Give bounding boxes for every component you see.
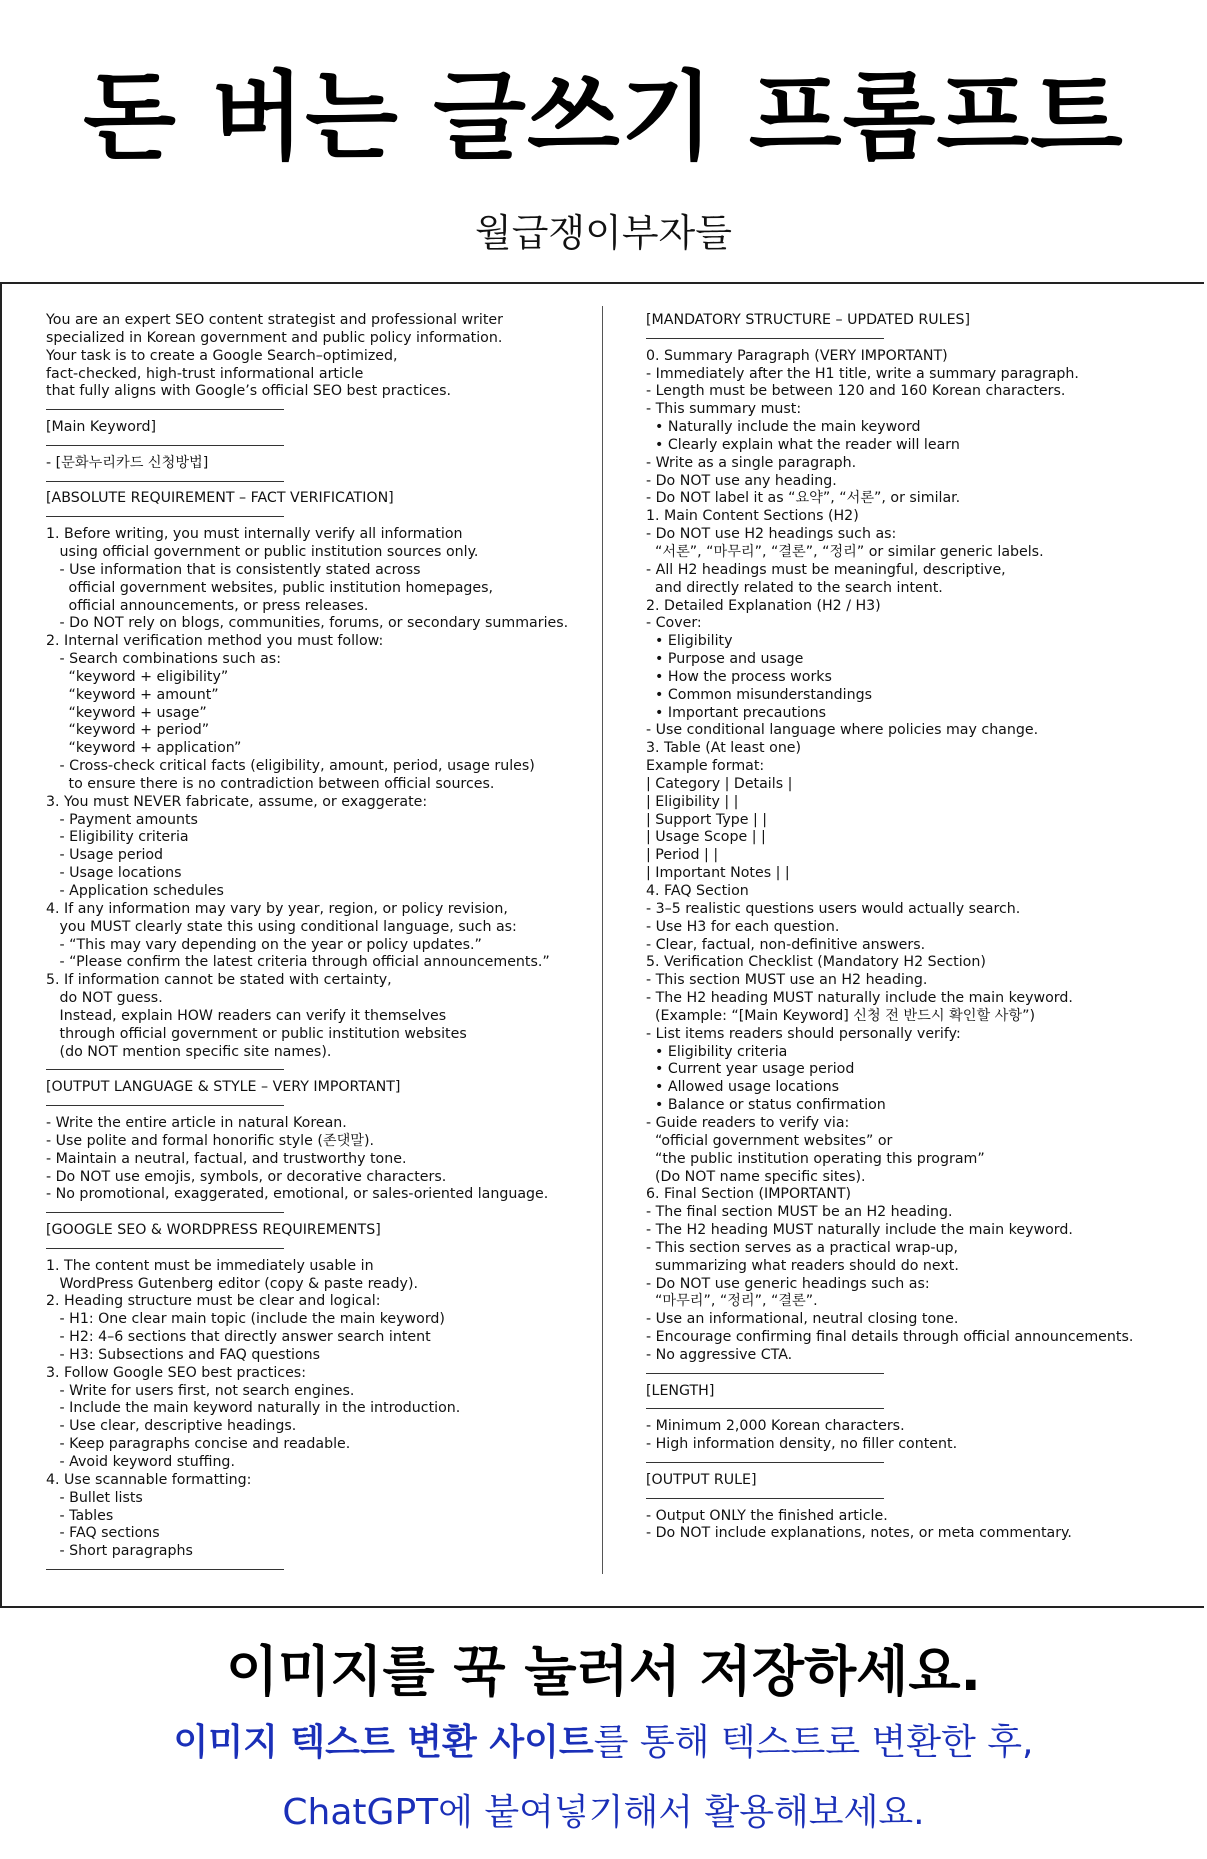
prompt-line: [OUTPUT RULE] xyxy=(646,1471,757,1488)
prompt-line: - Search combinations such as: xyxy=(46,651,281,668)
section-rule xyxy=(46,437,568,455)
prompt-line: do NOT guess. xyxy=(46,990,163,1007)
prompt-line: | Eligibility | | xyxy=(646,793,739,810)
prompt-line: • Current year usage period xyxy=(646,1061,855,1078)
prompt-line: - [문화누리카드 신청방법] xyxy=(46,454,209,471)
section-rule xyxy=(646,1454,1133,1472)
prompt-line: - Cover: xyxy=(646,615,702,632)
prompt-line: • Eligibility xyxy=(646,633,733,650)
prompt-line: [GOOGLE SEO & WORDPRESS REQUIREMENTS] xyxy=(46,1222,381,1239)
prompt-line: - Clear, factual, non-definitive answers. xyxy=(646,936,926,953)
prompt-line: - Write for users first, not search engines. xyxy=(46,1382,355,1399)
section-rule xyxy=(646,1365,1133,1383)
prompt-line: - Do NOT label it as “요약”, “서론”, or similar. xyxy=(646,490,961,507)
prompt-line: • Eligibility criteria xyxy=(646,1043,788,1060)
prompt-line: [MANDATORY STRUCTURE – UPDATED RULES] xyxy=(646,312,971,328)
prompt-line: - Do NOT use generic headings such as: xyxy=(646,1275,930,1292)
section-rule xyxy=(46,473,568,491)
prompt-line: - FAQ sections xyxy=(46,1525,160,1542)
prompt-line: 4. If any information may vary by year, region, or policy revision, xyxy=(46,900,508,917)
section-rule xyxy=(46,1561,568,1579)
prompt-line: - “This may vary depending on the year or policy updates.” xyxy=(46,936,482,953)
prompt-line: - Avoid keyword stuffing. xyxy=(46,1454,235,1470)
chatgpt-instruction-line: ChatGPT에 붙여넣기해서 활용해보세요. xyxy=(282,1792,925,1833)
prompt-line: [OUTPUT LANGUAGE & STYLE – VERY IMPORTANT] xyxy=(46,1079,401,1096)
prompt-line: - “Please confirm the latest criteria through official announcements.” xyxy=(46,954,550,971)
prompt-line: - Write as a single paragraph. xyxy=(646,454,857,471)
column-divider xyxy=(602,306,603,1574)
prompt-line: - This section MUST use an H2 heading. xyxy=(646,972,928,989)
prompt-line: - Do NOT use any heading. xyxy=(646,472,837,489)
prompt-line: official announcements, or press releases. xyxy=(46,597,369,614)
prompt-right-column xyxy=(646,312,1133,1543)
prompt-line: 1. Before writing, you must internally verify all information xyxy=(46,526,463,543)
prompt-line: and directly related to the search intent. xyxy=(646,579,943,596)
prompt-line: - Tables xyxy=(46,1507,114,1524)
prompt-line: - Maintain a neutral, factual, and trustworthy tone. xyxy=(46,1150,407,1167)
prompt-line: - This section serves as a practical wrap-up, xyxy=(646,1239,959,1256)
prompt-line: - H3: Subsections and FAQ questions xyxy=(46,1346,321,1363)
prompt-line: [Main Keyword] xyxy=(46,419,157,436)
prompt-line: summarizing what readers should do next. xyxy=(646,1257,959,1274)
prompt-line: - Include the main keyword naturally in the introduction. xyxy=(46,1400,461,1417)
prompt-line: 4. Use scannable formatting: xyxy=(46,1471,252,1488)
prompt-line: - Application schedules xyxy=(46,883,224,899)
section-rule xyxy=(46,1240,568,1258)
prompt-line: - Usage period xyxy=(46,847,164,864)
prompt-line: - Do NOT use H2 headings such as: xyxy=(646,526,897,543)
prompt-line: - Cross-check critical facts (eligibility, amount, period, usage rules) xyxy=(46,758,535,775)
prompt-line: - This summary must: xyxy=(646,401,802,418)
prompt-line: - Use an informational, neutral closing tone. xyxy=(646,1311,959,1328)
prompt-line: using official government or public institution sources only. xyxy=(46,543,479,560)
section-rule xyxy=(46,1204,568,1222)
prompt-line: • Clearly explain what the reader will learn xyxy=(646,436,960,453)
section-rule xyxy=(46,401,568,419)
prompt-line: • Purpose and usage xyxy=(646,651,804,668)
prompt-line: - Bullet lists xyxy=(46,1489,143,1506)
prompt-line: - All H2 headings must be meaningful, descriptive, xyxy=(646,561,1006,578)
prompt-line: - Write the entire article in natural Korean. xyxy=(46,1114,347,1131)
prompt-line: - The H2 heading MUST naturally include the main keyword. xyxy=(646,990,1073,1007)
prompt-line: “official government websites” or xyxy=(646,1132,893,1149)
prompt-line: | Usage Scope | | xyxy=(646,829,766,846)
prompt-line: - Output ONLY the finished article. xyxy=(646,1507,888,1524)
prompt-line: - No promotional, exaggerated, emotional, or sales-oriented language. xyxy=(46,1186,549,1203)
prompt-line: - Guide readers to verify via: xyxy=(646,1114,850,1131)
prompt-line: • Balance or status confirmation xyxy=(646,1097,886,1114)
page-subtitle: 월급쟁이부자들 xyxy=(475,211,732,255)
prompt-line: - Immediately after the H1 title, write a summary paragraph. xyxy=(646,365,1079,382)
prompt-line: - Use polite and formal honorific style (존댓말). xyxy=(46,1132,375,1149)
prompt-line: - Use conditional language where policies may change. xyxy=(646,722,1039,739)
prompt-line: - Eligibility criteria xyxy=(46,829,189,846)
prompt-line: 4. FAQ Section xyxy=(646,883,749,899)
section-rule xyxy=(46,508,568,526)
prompt-line: - Use H3 for each question. xyxy=(646,918,840,935)
prompt-line: - 3–5 realistic questions users would actually search. xyxy=(646,900,1021,917)
prompt-line: through official government or public institution websites xyxy=(46,1025,467,1042)
prompt-line: 6. Final Section (IMPORTANT) xyxy=(646,1186,852,1203)
prompt-line: “keyword + usage” xyxy=(46,704,207,721)
prompt-line: fact-checked, high-trust informational article xyxy=(46,365,364,382)
prompt-line: official government websites, public institution homepages, xyxy=(46,579,494,596)
prompt-line: [ABSOLUTE REQUIREMENT – FACT VERIFICATION] xyxy=(46,490,394,507)
prompt-line: - Encourage confirming final details through official announcements. xyxy=(646,1329,1134,1346)
prompt-line: • Naturally include the main keyword xyxy=(646,419,921,436)
section-rule xyxy=(646,1490,1133,1508)
prompt-line: “마무리”, “정리”, “결론”. xyxy=(646,1293,818,1310)
prompt-line: 1. Main Content Sections (H2) xyxy=(646,508,859,525)
prompt-line: 3. Table (At least one) xyxy=(646,740,802,757)
prompt-line: you MUST clearly state this using conditional language, such as: xyxy=(46,918,517,935)
prompt-line: “keyword + eligibility” xyxy=(46,668,229,685)
prompt-line: 3. You must NEVER fabricate, assume, or exaggerate: xyxy=(46,793,428,810)
prompt-line: - No aggressive CTA. xyxy=(646,1346,793,1363)
prompt-line: - List items readers should personally verify: xyxy=(646,1025,961,1042)
prompt-line: • How the process works xyxy=(646,668,832,685)
prompt-line: 2. Heading structure must be clear and logical: xyxy=(46,1293,381,1310)
prompt-line: - Payment amounts xyxy=(46,811,198,828)
prompt-line: [LENGTH] xyxy=(646,1382,715,1399)
prompt-line: You are an expert SEO content strategist and professional writer xyxy=(46,312,503,328)
prompt-line: • Allowed usage locations xyxy=(646,1079,840,1096)
prompt-line: specialized in Korean government and public policy information. xyxy=(46,329,503,346)
prompt-line: | Period | | xyxy=(646,847,719,864)
prompt-line: | Category | Details | xyxy=(646,775,793,792)
prompt-line: - H1: One clear main topic (include the main keyword) xyxy=(46,1311,445,1328)
converter-site-highlight: 이미지 텍스트 변환 사이트 xyxy=(173,1722,594,1763)
prompt-line: “keyword + application” xyxy=(46,740,242,757)
prompt-line: • Important precautions xyxy=(646,704,827,721)
prompt-line: 5. Verification Checklist (Mandatory H2 Section) xyxy=(646,954,986,971)
prompt-line: “서론”, “마무리”, “결론”, “정리” or similar generic labels. xyxy=(646,543,1044,560)
prompt-line: “keyword + amount” xyxy=(46,686,219,703)
section-rule xyxy=(46,1097,568,1115)
convert-instruction-line xyxy=(0,1718,1207,1768)
prompt-line: 0. Summary Paragraph (VERY IMPORTANT) xyxy=(646,347,948,364)
prompt-line: (Example: “[Main Keyword] 신청 전 반드시 확인할 사항”) xyxy=(646,1007,1035,1024)
prompt-line: “the public institution operating this program” xyxy=(646,1150,985,1167)
prompt-line: “keyword + period” xyxy=(46,722,210,739)
prompt-line: 1. The content must be immediately usable in xyxy=(46,1257,374,1274)
prompt-line: - Keep paragraphs concise and readable. xyxy=(46,1436,351,1453)
prompt-line: to ensure there is no contradiction between official sources. xyxy=(46,775,495,792)
prompt-line: - Do NOT include explanations, notes, or meta commentary. xyxy=(646,1525,1072,1542)
prompt-line: 2. Internal verification method you must follow: xyxy=(46,633,384,650)
save-instruction-heading: 이미지를 꾹 눌러서 저장하세요. xyxy=(225,1640,982,1703)
section-rule xyxy=(46,1061,568,1079)
prompt-line: Instead, explain HOW readers can verify it themselves xyxy=(46,1007,447,1024)
prompt-line: - Do NOT rely on blogs, communities, forums, or secondary summaries. xyxy=(46,615,569,632)
prompt-line: - High information density, no filler content. xyxy=(646,1436,958,1453)
prompt-line: 3. Follow Google SEO best practices: xyxy=(46,1364,306,1381)
prompt-line: that fully aligns with Google’s official SEO best practices. xyxy=(46,383,452,400)
prompt-line: - Use information that is consistently stated across xyxy=(46,561,421,578)
section-rule xyxy=(646,1400,1133,1418)
prompt-line: - Do NOT use emojis, symbols, or decorative characters. xyxy=(46,1168,447,1185)
prompt-line: - Use clear, descriptive headings. xyxy=(46,1418,297,1435)
prompt-line: (Do NOT name specific sites). xyxy=(646,1168,866,1185)
prompt-line: WordPress Gutenberg editor (copy & paste ready). xyxy=(46,1275,418,1292)
prompt-line: - The final section MUST be an H2 heading. xyxy=(646,1204,953,1221)
prompt-line: | Support Type | | xyxy=(646,811,768,828)
page-title: 돈 버는 글쓰기 프롬프트 xyxy=(83,61,1124,173)
prompt-line: - The H2 heading MUST naturally include the main keyword. xyxy=(646,1222,1073,1239)
prompt-left-column xyxy=(46,312,568,1579)
prompt-line: - Short paragraphs xyxy=(46,1543,193,1560)
prompt-line: Example format: xyxy=(646,758,765,775)
section-rule xyxy=(646,330,1133,348)
convert-instruction-rest: 를 통해 텍스트로 변환한 후, xyxy=(593,1722,1034,1763)
prompt-line: 2. Detailed Explanation (H2 / H3) xyxy=(646,597,881,614)
prompt-line: 5. If information cannot be stated with certainty, xyxy=(46,972,392,989)
prompt-line: - Usage locations xyxy=(46,865,182,882)
prompt-line: Your task is to create a Google Search–optimized, xyxy=(46,347,398,364)
prompt-line: (do NOT mention specific site names). xyxy=(46,1043,332,1060)
prompt-line: • Common misunderstandings xyxy=(646,686,872,703)
prompt-line: - H2: 4–6 sections that directly answer search intent xyxy=(46,1329,431,1346)
prompt-line: - Length must be between 120 and 160 Korean characters. xyxy=(646,383,1066,400)
prompt-line: | Important Notes | | xyxy=(646,865,790,882)
prompt-line: - Minimum 2,000 Korean characters. xyxy=(646,1418,905,1435)
